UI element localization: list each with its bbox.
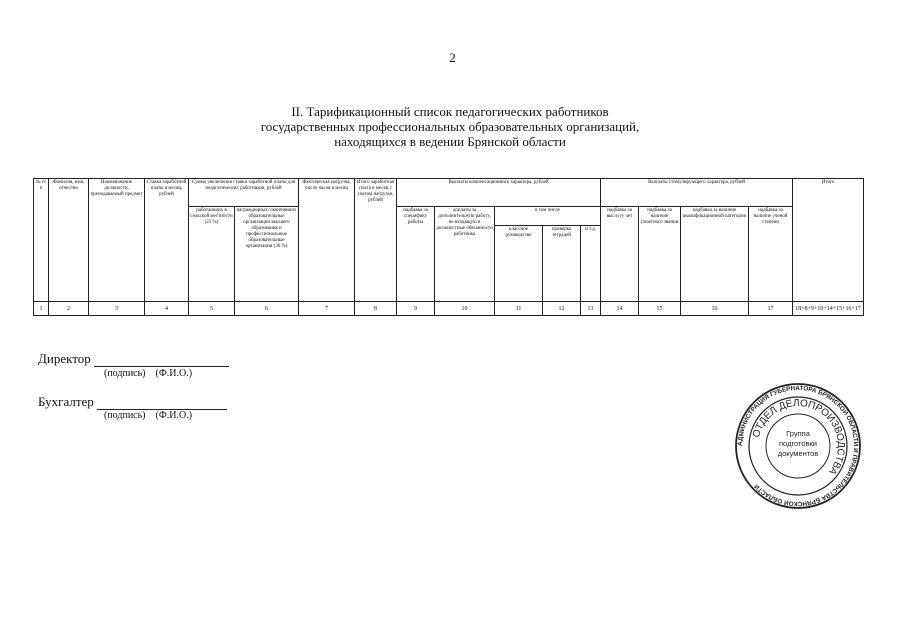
header-no: № п/п (34, 179, 49, 302)
header-class-guidance: классное руководство (495, 226, 543, 302)
header-increase: Сумма увеличения ставки заработной платы для педагогических работников, рублей (189, 179, 299, 207)
col-num-15: 15 (639, 302, 681, 316)
col-num-17: 17 (749, 302, 793, 316)
header-total: Итого (793, 179, 864, 302)
tariff-table-wrap (33, 178, 863, 316)
stamp-center-line-1: Группа (786, 429, 810, 438)
page-number: 2 (449, 50, 456, 65)
accountant-name-caption: (Ф.И.О.) (155, 410, 193, 421)
col-num-14: 14 (601, 302, 639, 316)
accountant-sign-caption: (подпись) (104, 410, 146, 421)
col-num-5: 5 (189, 302, 235, 316)
col-num-13: 13 (581, 302, 601, 316)
header-total-pay: Итого заработная плата в месяц с учетом нагрузки, рублей (355, 179, 397, 302)
col-num-9: 9 (397, 302, 435, 316)
header-rate: Ставка заработной платы в месяц, рублей (145, 179, 189, 302)
header-etc: и т.д. (581, 226, 601, 302)
director-sign-caption: (подпись) (104, 368, 146, 379)
stamp-center-line-2: подготовки (779, 439, 817, 448)
header-position: Наименование должности, преподаваемый предмет (89, 179, 145, 302)
header-including: в том числе (495, 207, 601, 226)
header-load: Фактическая нагрузка, число часов в месяц (299, 179, 355, 302)
title-line-1: II. Тарификационный список педагогических работников (291, 104, 609, 119)
header-check-notebooks: проверка тетрадей (543, 226, 581, 302)
header-compensation: Выплаты компенсационного характера, рублей (397, 179, 601, 207)
accountant-signature (38, 394, 227, 410)
header-rural: работающих в сельской местности (25 %) (189, 207, 235, 302)
tariff-table (33, 178, 864, 316)
official-stamp (734, 382, 862, 510)
header-specifics: надбавка за специфику работы (397, 207, 435, 302)
stamp-ring-text: ОТДЕЛ ДЕЛОПРОИЗВОДСТВА (750, 397, 847, 477)
header-stimulating: Выплаты стимулирующего характера, рублей (601, 179, 793, 207)
title-line-3: находящихся в ведении Брянской области (334, 134, 566, 149)
header-name: Фамилия, имя, отчество (49, 179, 89, 302)
header-additional: доплаты за дополнительную работу, не входящую в должностные обязанности работника (435, 207, 495, 302)
director-sub-labels (104, 368, 192, 379)
header-degree: надбавка за наличие ученой степени (749, 207, 793, 302)
header-qualification: надбавка за наличие квалификационной категории (681, 207, 749, 302)
document-title (150, 104, 750, 149)
director-label: Директор (38, 351, 91, 366)
accountant-label: Бухгалтер (38, 394, 94, 409)
header-awarded: награжденных, окончивших образовательные организации высшего образования и профессиональные образовательные организации (30 %) (235, 207, 299, 302)
col-num-11: 11 (495, 302, 543, 316)
stamp-outer-text: АДМИНИСТРАЦИЯ ГУБЕРНАТОРА БРЯНСКОЙ ОБЛАСТИ И ПРАВИТЕЛЬСТВА БРЯНСКОЙ ОБЛАСТИ (736, 384, 860, 508)
col-num-18: 18=8+9+10+14+15+16+17 (793, 302, 864, 316)
accountant-sub-labels (104, 410, 192, 421)
col-num-16: 16 (681, 302, 749, 316)
stamp-center-line-3: документов (777, 449, 819, 458)
title-line-2: государственных профессиональных образовательных организаций, (260, 119, 640, 134)
col-num-8: 8 (355, 302, 397, 316)
col-num-2: 2 (49, 302, 89, 316)
col-num-10: 10 (435, 302, 495, 316)
column-number-row (34, 302, 864, 316)
col-num-4: 4 (145, 302, 189, 316)
col-num-3: 3 (89, 302, 145, 316)
header-title: надбавка за наличие почетного звания (639, 207, 681, 302)
col-num-7: 7 (299, 302, 355, 316)
col-num-6: 6 (235, 302, 299, 316)
header-seniority: надбавка за выслугу лет (601, 207, 639, 302)
director-signature (38, 351, 229, 367)
director-sign-line (94, 366, 229, 367)
col-num-1: 1 (34, 302, 49, 316)
col-num-12: 12 (543, 302, 581, 316)
director-name-caption: (Ф.И.О.) (155, 368, 193, 379)
